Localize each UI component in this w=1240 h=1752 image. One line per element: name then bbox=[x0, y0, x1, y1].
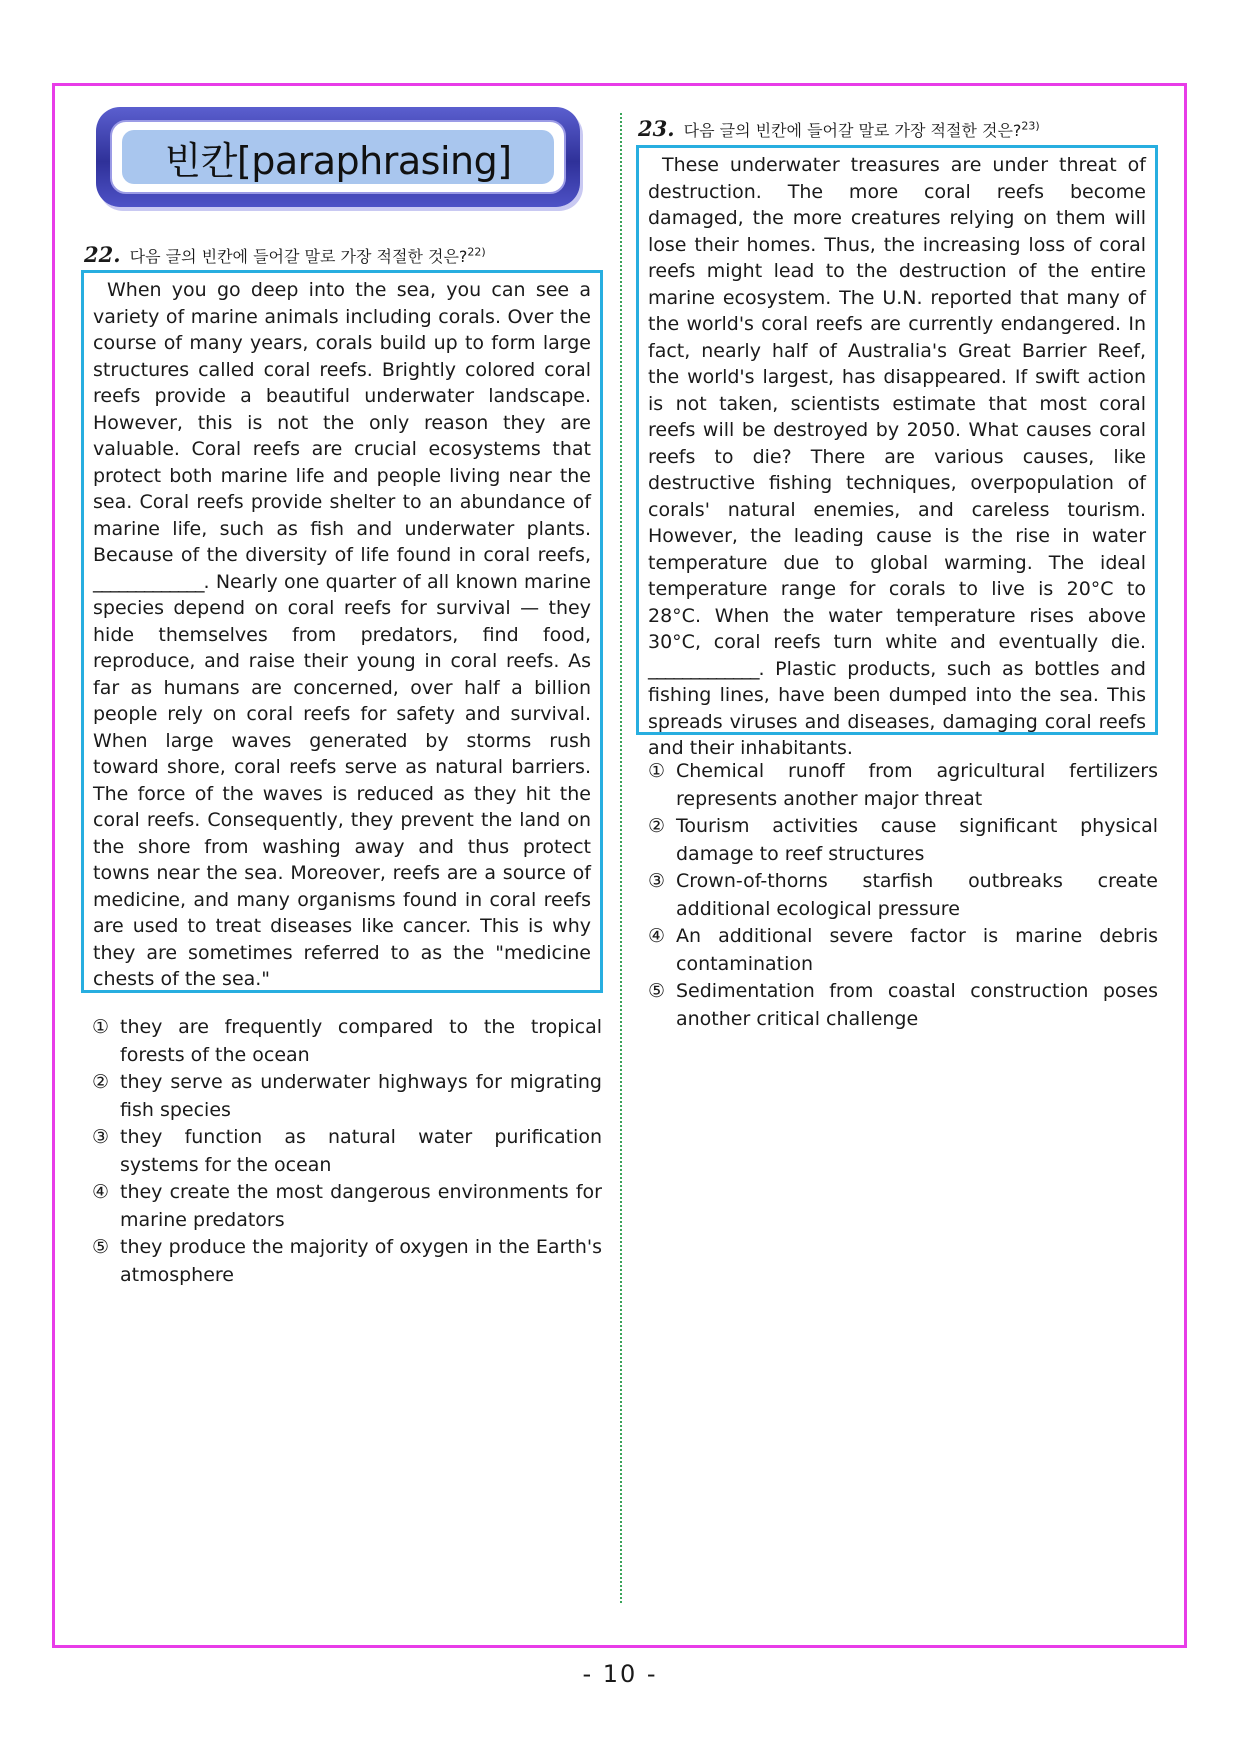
choice-marker: ① bbox=[648, 760, 666, 782]
question-23-passage bbox=[636, 145, 1158, 759]
choice-5[interactable] bbox=[648, 978, 1158, 1033]
choice-text: they create the most dangerous environments for marine predators bbox=[120, 1181, 602, 1231]
choice-text: Crown-of-thorns starfish outbreaks create additional ecological pressure bbox=[676, 870, 1158, 920]
question-22-header bbox=[84, 242, 486, 267]
passage-text-before-blank: When you go deep into the sea, you can see a variety of marine animals including corals. Over the course of many years, corals build up to form large structures called coral reefs. Brightly colored coral reefs provide a beautiful underwater landscape. However, this is not the only reason they are valuable. Coral reefs are crucial ecosystems that protect both marine life and people living near the sea. Coral reefs provide shelter to an abundance of marine life, such as fish and underwater plants. Because of the diversity of life found in coral reefs, bbox=[93, 279, 591, 566]
choice-marker: ② bbox=[648, 815, 666, 837]
section-banner-core bbox=[122, 130, 554, 184]
passage-text-after-blank: . Nearly one quarter of all known marine species depend on coral reefs for survival — they hide themselves from predators, find food, reproduce, and raise their young in coral reefs. As far as humans are concerned, over half a billion people rely on coral reefs for safety and survival. When large waves generated by storms rush toward shore, coral reefs serve as natural barriers. The force of the waves is reduced as they hit the coral reefs. Consequently, they prevent the land on the shore from washing away and thus protect towns near the sea. Moreover, reefs are a source of medicine, and many organisms found in coral reefs are used to treat diseases like cancer. This is why they are sometimes referred to as the "medicine chests of the sea." bbox=[93, 570, 591, 990]
section-banner bbox=[96, 107, 580, 207]
choice-marker: ④ bbox=[648, 925, 666, 947]
answer-blank: _____________ bbox=[648, 657, 759, 680]
choice-marker: ③ bbox=[92, 1126, 110, 1148]
question-23-header bbox=[638, 116, 1040, 141]
section-banner-inner bbox=[110, 120, 566, 194]
choice-marker: ⑤ bbox=[92, 1236, 110, 1258]
choice-4[interactable] bbox=[92, 1179, 602, 1234]
choice-3[interactable] bbox=[648, 868, 1158, 923]
question-22-passage bbox=[81, 270, 603, 993]
choice-2[interactable] bbox=[648, 813, 1158, 868]
choice-text: Tourism activities cause significant physical damage to reef structures bbox=[676, 815, 1158, 865]
choice-3[interactable] bbox=[92, 1124, 602, 1179]
choice-2[interactable] bbox=[92, 1069, 602, 1124]
choice-text: Chemical runoff from agricultural fertilizers represents another major threat bbox=[676, 760, 1158, 810]
page-number: - 10 - bbox=[582, 1660, 658, 1688]
choice-1[interactable] bbox=[92, 1014, 602, 1069]
choice-text: they serve as underwater highways for migrating fish species bbox=[120, 1071, 602, 1121]
choice-marker: ⑤ bbox=[648, 980, 666, 1002]
column-divider bbox=[620, 113, 622, 1603]
section-title: 빈칸[paraphrasing] bbox=[164, 138, 512, 183]
answer-blank: _____________ bbox=[93, 570, 204, 593]
question-number: 23. bbox=[638, 116, 675, 141]
footnote-ref: 22) bbox=[467, 245, 486, 259]
choice-text: they function as natural water purification systems for the ocean bbox=[120, 1126, 602, 1176]
choice-text: Sedimentation from coastal construction poses another critical challenge bbox=[676, 980, 1158, 1030]
choice-marker: ① bbox=[92, 1016, 110, 1038]
passage-text-before-blank: These underwater treasures are under threat of destruction. The more coral reefs become damaged, the more creatures relying on them will lose their homes. Thus, the increasing loss of coral reefs might lead to the destruction of the entire marine ecosystem. The U.N. reported that many of the world's coral reefs are currently endangered. In fact, nearly half of Australia's Great Barrier Reef, the world's largest, has disappeared. If swift action is not taken, scientists estimate that most coral reefs will be destroyed by 2050. What causes coral reefs to die? There are various causes, like destructive fishing techniques, overpopulation of corals' natural enemies, and careless tourism. However, the leading cause is the rise in water temperature due to global warming. The ideal temperature range for corals to live is 20°C to 28°C. When the water temperature rises above 30°C, coral reefs turn white and eventually die. bbox=[648, 154, 1146, 653]
question-prompt: 다음 글의 빈칸에 들어갈 말로 가장 적절한 것은? bbox=[683, 121, 1022, 140]
choice-marker: ④ bbox=[92, 1181, 110, 1203]
choice-text: they produce the majority of oxygen in the Earth's atmosphere bbox=[120, 1236, 602, 1286]
choice-text: An additional severe factor is marine debris contamination bbox=[676, 925, 1158, 975]
choice-text: they are frequently compared to the tropical forests of the ocean bbox=[120, 1016, 602, 1066]
choice-1[interactable] bbox=[648, 758, 1158, 813]
footnote-ref: 23) bbox=[1021, 119, 1040, 133]
question-23-choices bbox=[648, 758, 1158, 1033]
choice-marker: ② bbox=[92, 1071, 110, 1093]
question-prompt: 다음 글의 빈칸에 들어갈 말로 가장 적절한 것은? bbox=[129, 247, 468, 266]
choice-marker: ③ bbox=[648, 870, 666, 892]
passage-text-after-blank: . Plastic products, such as bottles and fishing lines, have been dumped into the sea. This spreads viruses and diseases, damaging coral reefs and their inhabitants. bbox=[648, 657, 1146, 759]
choice-5[interactable] bbox=[92, 1234, 602, 1289]
choice-4[interactable] bbox=[648, 923, 1158, 978]
question-number: 22. bbox=[84, 242, 121, 267]
question-22-choices bbox=[92, 1014, 602, 1289]
